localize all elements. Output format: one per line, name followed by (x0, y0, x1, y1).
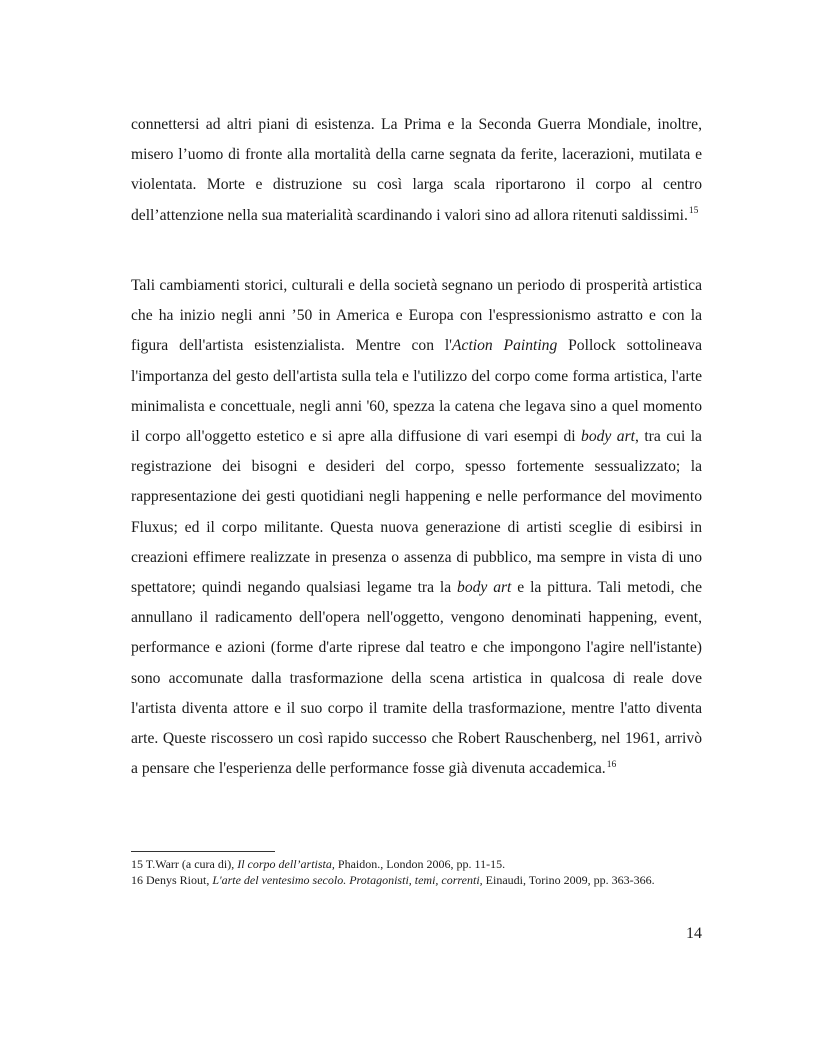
footnote-15-title: Il corpo dell’artista, (237, 857, 335, 871)
footnote-16-pre: 16 Denys Riout, (131, 873, 213, 887)
footnote-ref-15[interactable]: 15 (688, 206, 699, 217)
paragraph-1-text: connettersi ad altri piani di esistenza. La Prima e la Seconda Guerra Mondiale, inoltre, misero l’uomo di fronte alla mortalità della carne segnata da ferite, lacerazioni, mutilata e violentata. Morte e distruzione su così larga scala riportarono il corpo al centro dell’attenzione nella sua materialità scardinando i valori sino ad allora ritenuti saldissimi. (131, 116, 702, 224)
footnote-15-post: Phaidon., London 2006, pp. 11-15. (334, 857, 506, 871)
paragraph-2-text-4: e la pittura. Tali metodi, che annullano il radicamento dell'opera nell'oggetto, vengono denominati happening, event, performance e azioni (forme d'arte riprese dal teatro e che impongono l'agire nell'istante) sono accomunate dalla trasformazione della scena artistica in qualcosa di reale dove l'artista diventa attore e il suo corpo il tramite della trasformazione, mentre l'atto diventa arte. Queste riscossero un così rapido successo che Robert Rauschenberg, nel 1961, arrivò a pensare che l'esperienza delle performance fosse già divenuta accademica. (131, 579, 702, 778)
emphasis-action-painting: Action Painting (452, 337, 558, 355)
footnote-16-title: L'arte del ventesimo secolo. Protagonisti, temi, correnti, (212, 873, 483, 887)
footnote-15 (131, 856, 702, 872)
page-number: 14 (686, 925, 702, 942)
paragraph-2-text-1: Tali cambiamenti storici, culturali e della società segnano un periodo di prosperità artistica che ha inizio negli anni ’50 in America e Europa con l'espressionismo astratto e con la figura dell'artista esistenzialista. Mentre con l' (131, 277, 702, 355)
paragraph-1 (131, 110, 702, 231)
paragraph-2 (131, 271, 702, 784)
footnotes (131, 856, 702, 888)
footnote-separator (131, 851, 275, 852)
paragraph-2-text-2: Pollock sottolineava l'importanza del gesto dell'artista sulla tela e l'utilizzo del corpo come forma artistica, l'arte minimalista e concettuale, negli anni '60, spezza la catena che legava sino a quel momento il corpo all'oggetto estetico e si apre alla diffusione di vari esempi di (131, 337, 702, 446)
footnote-15-pre: 15 T.Warr (a cura di), (131, 857, 238, 871)
footnote-16 (131, 872, 702, 888)
paragraph-2-text-3: , tra cui la registrazione dei bisogni e desideri del corpo, spesso fortemente sessualizzato; la rappresentazione dei gesti quotidiani negli happening e nelle performance del movimento Fluxus; ed il corpo militante. Questa nuova generazione di artisti sceglie di esibirsi in creazioni effimere realizzate in presenza o assenza di pubblico, ma sempre in vista di uno spettatore; quindi negando qualsiasi legame tra la (131, 428, 702, 597)
emphasis-body-art-2: body art (457, 579, 512, 597)
emphasis-body-art-1: body art (581, 428, 635, 446)
footnote-16-post: Einaudi, Torino 2009, pp. 363-366. (482, 873, 655, 887)
footnote-ref-16[interactable]: 16 (606, 760, 617, 771)
